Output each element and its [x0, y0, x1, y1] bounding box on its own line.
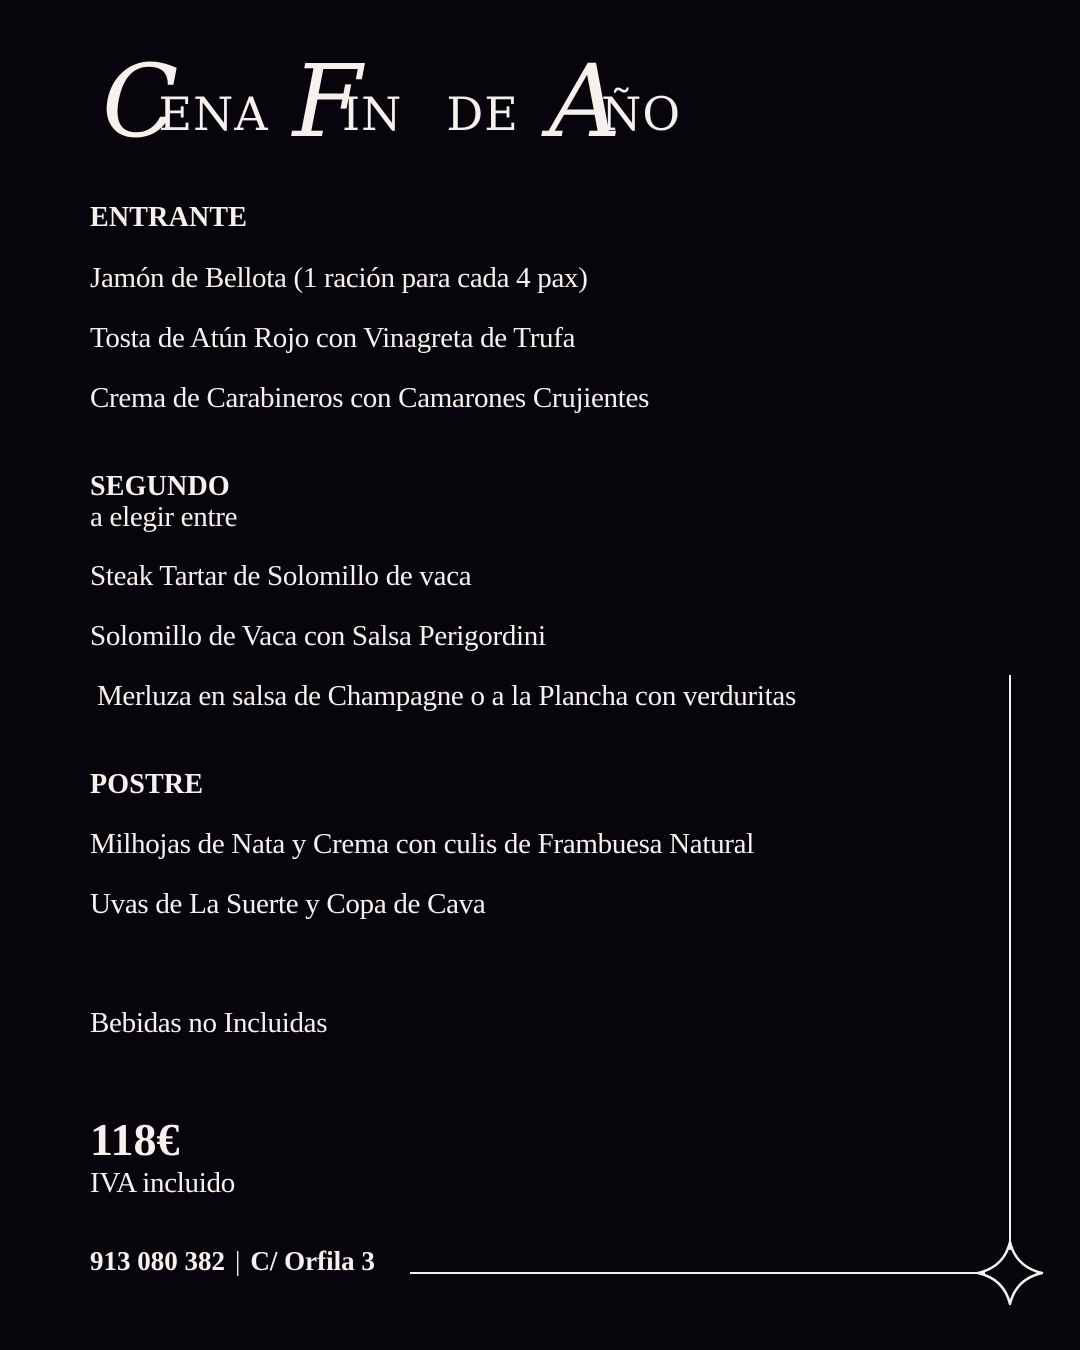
- menu-item: Merluza en salsa de Champagne o a la Plancha con verduritas: [90, 680, 796, 712]
- title-word-fin: FIN: [292, 43, 403, 160]
- price: 118€: [90, 1114, 180, 1165]
- section-heading-segundo: SEGUNDO: [90, 471, 230, 502]
- menu-item: Steak Tartar de Solomillo de vaca: [90, 560, 472, 592]
- section-subheading: a elegir entre: [90, 501, 238, 533]
- title-word-cena: CENA: [102, 43, 269, 160]
- menu-item: Uvas de La Suerte y Copa de Cava: [90, 888, 486, 920]
- title-word-ano: AÑO: [548, 43, 682, 160]
- tax-note: IVA incluido: [90, 1167, 235, 1199]
- section-heading-entrante: ENTRANTE: [90, 202, 248, 233]
- section-heading-postre: POSTRE: [90, 769, 204, 800]
- menu-item: Tosta de Atún Rojo con Vinagreta de Trufa: [90, 322, 576, 354]
- menu-item: Milhojas de Nata y Crema con culis de Frambuesa Natural: [90, 828, 754, 860]
- address: C/ Orfila 3: [250, 1246, 375, 1276]
- menu-item: Crema de Carabineros con Camarones Crujientes: [90, 382, 650, 414]
- title-word-de: DE: [446, 87, 519, 141]
- menu-item: Jamón de Bellota (1 ración para cada 4 pax): [90, 262, 588, 294]
- drinks-note: Bebidas no Incluidas: [90, 1007, 328, 1039]
- footer-separator: |: [235, 1246, 241, 1276]
- menu-item: Solomillo de Vaca con Salsa Perigordini: [90, 620, 546, 652]
- phone-number: 913 080 382: [90, 1246, 225, 1276]
- sparkle-star-icon: [978, 1242, 1042, 1304]
